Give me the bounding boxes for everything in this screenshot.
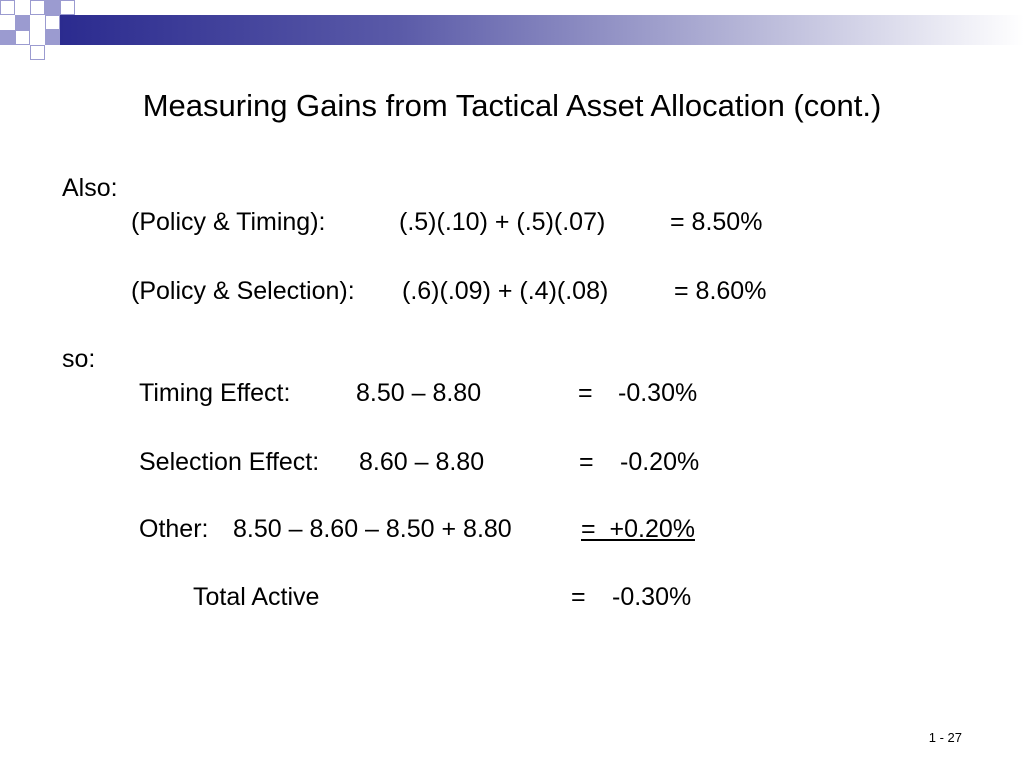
- so-label: so:: [62, 345, 96, 373]
- header-decoration: [0, 0, 1024, 70]
- header-gradient-bar: [60, 15, 1024, 45]
- decor-square: [0, 30, 15, 45]
- decor-square: [45, 15, 60, 30]
- selection-effect-value: -0.20%: [620, 448, 700, 476]
- decor-square: [45, 30, 60, 45]
- slide-title: Measuring Gains from Tactical Asset Allocation (cont.): [142, 88, 882, 123]
- decor-square: [45, 0, 60, 15]
- decor-square: [15, 15, 30, 30]
- decor-square: [0, 0, 15, 15]
- timing-effect-value: -0.30%: [618, 379, 698, 407]
- policy-timing-result: = 8.50%: [670, 208, 763, 236]
- total-active-equals: =: [571, 583, 586, 611]
- decor-square: [30, 0, 45, 15]
- timing-effect-equals: =: [578, 379, 593, 407]
- decor-square: [60, 0, 75, 15]
- timing-effect-label: Timing Effect:: [139, 379, 291, 407]
- policy-timing-label: (Policy & Timing):: [131, 208, 326, 236]
- other-effect-value: = +0.20%: [581, 515, 695, 543]
- policy-selection-formula: (.6)(.09) + (.4)(.08): [402, 277, 609, 305]
- page-number: 1 - 27: [928, 730, 962, 745]
- timing-effect-formula: 8.50 – 8.80: [356, 379, 482, 407]
- decor-square: [30, 45, 45, 60]
- also-label: Also:: [62, 174, 118, 202]
- other-effect-formula: 8.50 – 8.60 – 8.50 + 8.80: [233, 515, 512, 543]
- selection-effect-formula: 8.60 – 8.80: [359, 448, 485, 476]
- policy-selection-label: (Policy & Selection):: [131, 277, 355, 305]
- policy-selection-result: = 8.60%: [674, 277, 767, 305]
- decor-square: [15, 30, 30, 45]
- total-active-label: Total Active: [193, 583, 320, 611]
- other-effect-label: Other:: [139, 515, 209, 543]
- policy-timing-formula: (.5)(.10) + (.5)(.07): [399, 208, 606, 236]
- selection-effect-equals: =: [579, 448, 594, 476]
- selection-effect-label: Selection Effect:: [139, 448, 320, 476]
- total-active-value: -0.30%: [612, 583, 692, 611]
